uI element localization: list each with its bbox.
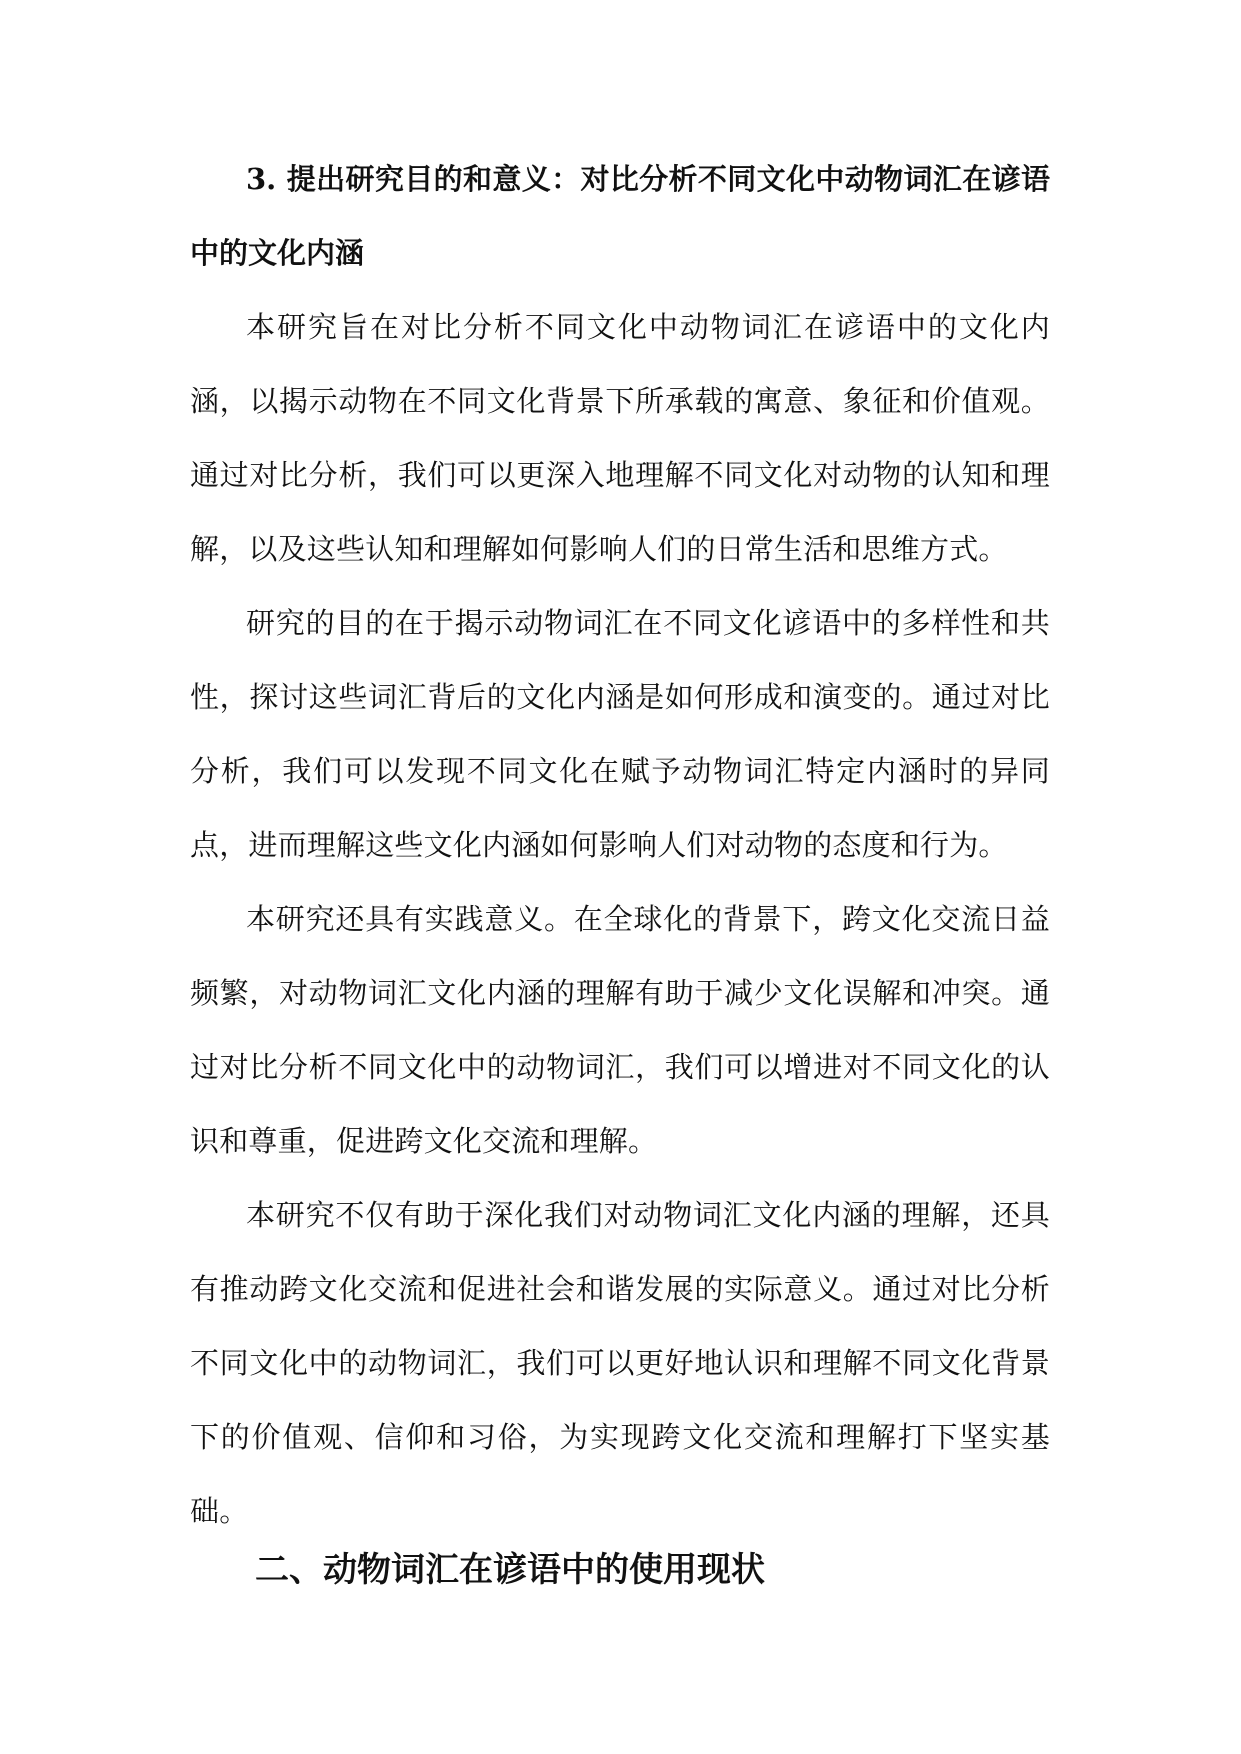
body-text: [190, 142, 1050, 1548]
paragraph-4: 本研究不仅有助于深化我们对动物词汇文化内涵的理解，还具有推动跨文化交流和促进社会和谐发展的实际意义。通过对比分析不同文化中的动物词汇，我们可以更好地认识和理解不同文化背景下的价值观、信仰和习俗，为实现跨文化交流和理解打下坚实基础。: [190, 1198, 1050, 1528]
paragraph-2: 研究的目的在于揭示动物词汇在不同文化谚语中的多样性和共性，探讨这些词汇背后的文化内涵是如何形成和演变的。通过对比分析，我们可以发现不同文化在赋予动物词汇特定内涵时的异同点，进而理解这些文化内涵如何影响人们对动物的态度和行为。: [190, 606, 1050, 862]
subheading: 3. 提出研究目的和意义：对比分析不同文化中动物词汇在谚语中的文化内涵: [190, 162, 1050, 270]
paragraph-3: 本研究还具有实践意义。在全球化的背景下，跨文化交流日益频繁，对动物词汇文化内涵的理解有助于减少文化误解和冲突。通过对比分析不同文化中的动物词汇，我们可以增进对不同文化的认识和尊重，促进跨文化交流和理解。: [190, 902, 1050, 1158]
paragraph-1: 本研究旨在对比分析不同文化中动物词汇在谚语中的文化内涵，以揭示动物在不同文化背景下所承载的寓意、象征和价值观。通过对比分析，我们可以更深入地理解不同文化对动物的认知和理解，以及这些认知和理解如何影响人们的日常生活和思维方式。: [190, 310, 1050, 566]
section-heading: 二、动物词汇在谚语中的使用现状: [255, 1550, 765, 1590]
